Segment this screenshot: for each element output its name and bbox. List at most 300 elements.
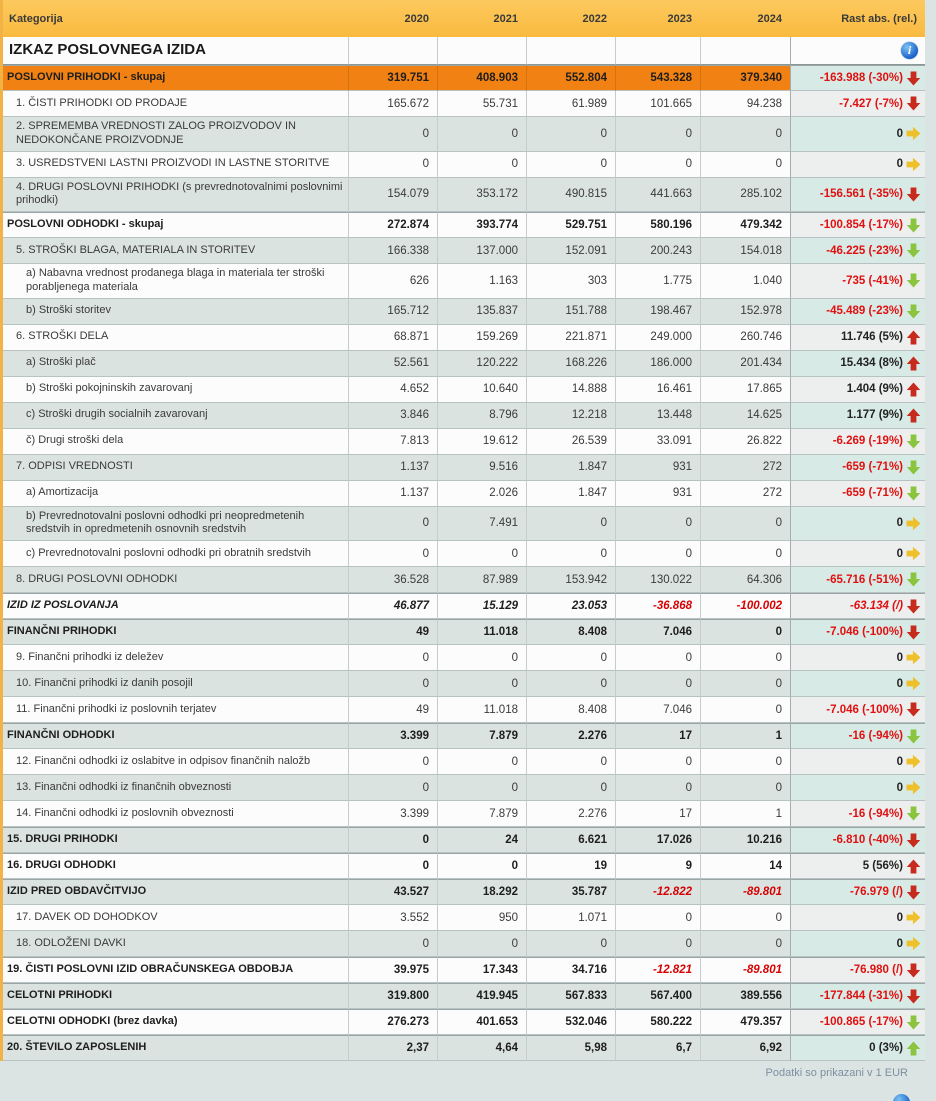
value-2023: 0 (615, 541, 700, 567)
value-2021: 408.903 (437, 65, 526, 91)
row-label: 13. Finančni odhodki iz finančnih obveznosti (3, 775, 348, 801)
value-2023: 7.046 (615, 619, 700, 645)
growth-cell (790, 403, 925, 429)
value-2022: 567.833 (526, 983, 615, 1009)
value-2023: 0 (615, 507, 700, 542)
table-row (3, 905, 925, 931)
value-2024: 14.625 (700, 403, 790, 429)
growth-cell (790, 775, 925, 801)
growth-cell (790, 931, 925, 957)
value-2021: 0 (437, 541, 526, 567)
growth-cell (790, 481, 925, 507)
value-2023: 13.448 (615, 403, 700, 429)
growth-cell (790, 152, 925, 178)
value-2024: -100.002 (700, 593, 790, 619)
row-label: c) Stroški drugih socialnih zavarovanj (3, 403, 348, 429)
value-2024: 0 (700, 931, 790, 957)
value-2023: -12.822 (615, 879, 700, 905)
value-2024: 152.978 (700, 299, 790, 325)
growth-value: 0 (896, 517, 903, 530)
value-2021: 419.945 (437, 983, 526, 1009)
value-2023: 0 (615, 775, 700, 801)
table-row (3, 377, 925, 403)
value-2021: 17.343 (437, 957, 526, 983)
value-2023: 198.467 (615, 299, 700, 325)
growth-arrow-down-green-icon (906, 486, 921, 501)
value-2021: 1.163 (437, 264, 526, 299)
value-2024: 272 (700, 481, 790, 507)
value-2020: 39.975 (348, 957, 437, 983)
row-label: 15. DRUGI PRIHODKI (3, 827, 348, 853)
growth-arrow-down-red-icon (906, 599, 921, 614)
value-2021: 159.269 (437, 325, 526, 351)
table-header-row (3, 0, 925, 37)
value-2020: 165.672 (348, 91, 437, 117)
table-row (3, 1009, 925, 1035)
value-2024: 154.018 (700, 238, 790, 264)
value-2020: 0 (348, 671, 437, 697)
row-label: IZID PRED OBDAVČITVIJO (3, 879, 348, 905)
growth-value: -45.489 (-23%) (826, 305, 903, 317)
value-2021: 0 (437, 775, 526, 801)
growth-arrow-down-green-icon (906, 273, 921, 288)
value-2022: 221.871 (526, 325, 615, 351)
growth-cell (790, 645, 925, 671)
growth-value: 0 (896, 937, 903, 950)
value-2024: 272 (700, 455, 790, 481)
growth-arrow-right-yellow-icon (906, 516, 921, 531)
table-row (3, 983, 925, 1009)
growth-arrow-down-green-icon (906, 572, 921, 587)
growth-value: -7.046 (-100%) (826, 626, 903, 638)
table-row (3, 264, 925, 299)
row-label: 8. DRUGI POSLOVNI ODHODKI (3, 567, 348, 593)
value-2021: 55.731 (437, 91, 526, 117)
growth-arrow-down-green-icon (906, 806, 921, 821)
value-2022: 14.888 (526, 377, 615, 403)
growth-cell (790, 853, 925, 879)
growth-cell (790, 178, 925, 213)
value-2024: 0 (700, 152, 790, 178)
value-2022: 1.847 (526, 481, 615, 507)
table-row (3, 801, 925, 827)
value-2024: 479.342 (700, 212, 790, 238)
value-2022: 0 (526, 645, 615, 671)
value-2022: 0 (526, 931, 615, 957)
growth-cell (790, 983, 925, 1009)
table-row (3, 749, 925, 775)
value-2020: 166.338 (348, 238, 437, 264)
row-label: b) Prevrednotovalni poslovni odhodki pri neopredmetenih sredstvih in opredmetenih osnovnih sredstvih (3, 507, 348, 542)
value-2022: 19 (526, 853, 615, 879)
growth-value: 0 (896, 651, 903, 664)
value-2024: 0 (700, 905, 790, 931)
table-row (3, 325, 925, 351)
row-label: 7. ODPISI VREDNOSTI (3, 455, 348, 481)
value-2023: 130.022 (615, 567, 700, 593)
row-label: a) Amortizacija (3, 481, 348, 507)
value-2022: 0 (526, 117, 615, 152)
value-2024: 0 (700, 117, 790, 152)
growth-cell (790, 619, 925, 645)
growth-cell (790, 827, 925, 853)
table-row (3, 117, 925, 152)
value-2020: 52.561 (348, 351, 437, 377)
value-2020: 0 (348, 749, 437, 775)
value-2021: 0 (437, 117, 526, 152)
value-2020: 43.527 (348, 879, 437, 905)
value-2021: 137.000 (437, 238, 526, 264)
table-row (3, 403, 925, 429)
row-label: 10. Finančni prihodki iz danih posojil (3, 671, 348, 697)
growth-cell (790, 264, 925, 299)
header-year-2023: 2023 (667, 12, 692, 25)
value-2020: 3.399 (348, 801, 437, 827)
value-2021: 393.774 (437, 212, 526, 238)
value-2022: 2.276 (526, 801, 615, 827)
growth-arrow-up-red-icon (906, 859, 921, 874)
growth-cell (790, 65, 925, 91)
growth-value: 5 (56%) (862, 860, 903, 872)
value-2023: 0 (615, 905, 700, 931)
table-row (3, 697, 925, 723)
growth-arrow-down-green-icon (906, 729, 921, 744)
value-2021: 7.879 (437, 801, 526, 827)
value-2023: 931 (615, 455, 700, 481)
growth-value: -659 (-71%) (842, 461, 903, 473)
value-2020: 0 (348, 152, 437, 178)
growth-arrow-down-red-icon (906, 989, 921, 1004)
value-2024: 10.216 (700, 827, 790, 853)
growth-arrow-down-red-icon (906, 702, 921, 717)
growth-value: 0 (896, 158, 903, 170)
value-2024: 0 (700, 507, 790, 542)
growth-cell (790, 541, 925, 567)
growth-cell (790, 1009, 925, 1035)
value-2021: 0 (437, 671, 526, 697)
value-2021: 9.516 (437, 455, 526, 481)
value-2021: 7.491 (437, 507, 526, 542)
row-label: 2. SPREMEMBA VREDNOSTI ZALOG PROIZVODOV IN NEDOKONČANE PROIZVODNJE (3, 117, 348, 152)
value-2023: 17 (615, 801, 700, 827)
value-2023: 186.000 (615, 351, 700, 377)
table-row (3, 299, 925, 325)
value-2023: 0 (615, 931, 700, 957)
value-2024: 0 (700, 645, 790, 671)
info-icon-cutoff[interactable] (893, 1094, 910, 1101)
value-2024: 201.434 (700, 351, 790, 377)
value-2020: 0 (348, 507, 437, 542)
row-label: 5. STROŠKI BLAGA, MATERIALA IN STORITEV (3, 238, 348, 264)
value-2021: 7.879 (437, 723, 526, 749)
value-2022: 168.226 (526, 351, 615, 377)
value-2023: -36.868 (615, 593, 700, 619)
row-label: 14. Finančni odhodki iz poslovnih obveznosti (3, 801, 348, 827)
value-2020: 4.652 (348, 377, 437, 403)
growth-value: 1.177 (9%) (846, 409, 903, 421)
value-2022: 23.053 (526, 593, 615, 619)
growth-value: -76.980 (/) (849, 964, 903, 976)
value-2020: 0 (348, 775, 437, 801)
value-2021: 8.796 (437, 403, 526, 429)
row-label: 12. Finančni odhodki iz oslabitve in odpisov finančnih naložb (3, 749, 348, 775)
value-2024: 285.102 (700, 178, 790, 213)
growth-value: -6.269 (-19%) (832, 435, 903, 447)
table-row (3, 931, 925, 957)
row-label: a) Nabavna vrednost prodanega blaga in materiala ter stroški porabljenega materiala (3, 264, 348, 299)
value-2024: 0 (700, 619, 790, 645)
row-label: 9. Finančni prihodki iz deležev (3, 645, 348, 671)
table-row (3, 619, 925, 645)
table-row (3, 91, 925, 117)
value-2023: 17 (615, 723, 700, 749)
table-row (3, 429, 925, 455)
value-2020: 626 (348, 264, 437, 299)
table-row (3, 775, 925, 801)
growth-cell (790, 91, 925, 117)
value-2021: 0 (437, 152, 526, 178)
header-growth: Rast abs. (rel.) (841, 12, 917, 25)
growth-arrow-right-yellow-icon (906, 546, 921, 561)
growth-cell (790, 117, 925, 152)
value-2023: 441.663 (615, 178, 700, 213)
value-2023: 9 (615, 853, 700, 879)
table-row (3, 178, 925, 213)
value-2020: 49 (348, 697, 437, 723)
value-2024: 64.306 (700, 567, 790, 593)
value-2024: 1 (700, 801, 790, 827)
table-row (3, 567, 925, 593)
value-2024: 389.556 (700, 983, 790, 1009)
value-2024: 6,92 (700, 1035, 790, 1061)
value-2021: 24 (437, 827, 526, 853)
table-row (3, 853, 925, 879)
value-2022: 303 (526, 264, 615, 299)
value-2022: 1.071 (526, 905, 615, 931)
growth-cell (790, 723, 925, 749)
value-2021: 135.837 (437, 299, 526, 325)
row-label: 6. STROŠKI DELA (3, 325, 348, 351)
growth-value: 0 (896, 677, 903, 690)
header-year-2020: 2020 (404, 12, 429, 25)
growth-arrow-down-red-icon (906, 71, 921, 86)
value-2023: 6,7 (615, 1035, 700, 1061)
table-body (3, 65, 924, 1061)
value-2023: 0 (615, 152, 700, 178)
row-label: 19. ČISTI POSLOVNI IZID OBRAČUNSKEGA OBDOBJA (3, 957, 348, 983)
growth-arrow-down-red-icon (906, 625, 921, 640)
value-2023: 101.665 (615, 91, 700, 117)
value-2020: 36.528 (348, 567, 437, 593)
value-2022: 8.408 (526, 619, 615, 645)
value-2021: 0 (437, 853, 526, 879)
value-2023: 0 (615, 117, 700, 152)
table-row (3, 65, 925, 91)
growth-arrow-up-red-icon (906, 330, 921, 345)
value-2023: 7.046 (615, 697, 700, 723)
value-2021: 87.989 (437, 567, 526, 593)
value-2021: 10.640 (437, 377, 526, 403)
value-2022: 152.091 (526, 238, 615, 264)
value-2023: 0 (615, 671, 700, 697)
value-2022: 6.621 (526, 827, 615, 853)
value-2022: 34.716 (526, 957, 615, 983)
value-2021: 11.018 (437, 619, 526, 645)
growth-arrow-right-yellow-icon (906, 676, 921, 691)
footer-note: Podatki so prikazani v 1 EUR (765, 1067, 908, 1079)
value-2024: -89.801 (700, 957, 790, 983)
row-label: 16. DRUGI ODHODKI (3, 853, 348, 879)
info-icon[interactable]: i (901, 42, 918, 59)
growth-value: -735 (-41%) (842, 274, 903, 287)
value-2023: 580.222 (615, 1009, 700, 1035)
growth-value: -46.225 (-23%) (826, 244, 903, 257)
row-label: POSLOVNI ODHODKI - skupaj (3, 212, 348, 238)
value-2022: 552.804 (526, 65, 615, 91)
value-2021: 11.018 (437, 697, 526, 723)
growth-arrow-right-yellow-icon (906, 780, 921, 795)
value-2023: 17.026 (615, 827, 700, 853)
value-2022: 0 (526, 749, 615, 775)
growth-arrow-right-yellow-icon (906, 910, 921, 925)
value-2021: 0 (437, 645, 526, 671)
value-2023: 1.775 (615, 264, 700, 299)
row-label: a) Stroški plač (3, 351, 348, 377)
value-2020: 1.137 (348, 481, 437, 507)
value-2024: 1.040 (700, 264, 790, 299)
value-2024: 1 (700, 723, 790, 749)
value-2021: 15.129 (437, 593, 526, 619)
growth-value: 0 (896, 781, 903, 794)
growth-arrow-down-green-icon (906, 1015, 921, 1030)
growth-arrow-right-yellow-icon (906, 650, 921, 665)
growth-value: 11.746 (5%) (840, 331, 903, 343)
growth-arrow-down-green-icon (906, 460, 921, 475)
growth-value: -100.865 (-17%) (819, 1016, 903, 1028)
value-2023: 249.000 (615, 325, 700, 351)
growth-arrow-up-green-icon (906, 1041, 921, 1056)
table-row (3, 507, 925, 542)
row-label: 11. Finančni prihodki iz poslovnih terjatev (3, 697, 348, 723)
table-row (3, 671, 925, 697)
growth-arrow-down-red-icon (906, 885, 921, 900)
header-category: Kategorija (9, 12, 63, 25)
growth-value: -6.810 (-40%) (832, 834, 903, 846)
growth-arrow-down-red-icon (906, 187, 921, 202)
table-row (3, 1035, 925, 1061)
value-2020: 0 (348, 117, 437, 152)
growth-cell (790, 697, 925, 723)
value-2022: 26.539 (526, 429, 615, 455)
growth-arrow-down-green-icon (906, 243, 921, 258)
row-label: IZID IZ POSLOVANJA (3, 593, 348, 619)
header-year-2022: 2022 (582, 12, 607, 25)
value-2020: 68.871 (348, 325, 437, 351)
growth-arrow-right-yellow-icon (906, 936, 921, 951)
table-row (3, 351, 925, 377)
growth-cell (790, 567, 925, 593)
value-2024: 0 (700, 541, 790, 567)
growth-value: -76.979 (/) (849, 886, 903, 898)
value-2021: 353.172 (437, 178, 526, 213)
value-2022: 61.989 (526, 91, 615, 117)
value-2022: 0 (526, 671, 615, 697)
value-2020: 0 (348, 541, 437, 567)
value-2022: 532.046 (526, 1009, 615, 1035)
growth-value: 0 (896, 127, 903, 140)
value-2020: 276.273 (348, 1009, 437, 1035)
growth-cell (790, 351, 925, 377)
value-2020: 3.846 (348, 403, 437, 429)
value-2020: 2,37 (348, 1035, 437, 1061)
value-2023: 33.091 (615, 429, 700, 455)
growth-value: 0 (896, 911, 903, 924)
value-2024: 0 (700, 697, 790, 723)
growth-value: -156.561 (-35%) (819, 188, 903, 201)
value-2022: 5,98 (526, 1035, 615, 1061)
row-label: POSLOVNI PRIHODKI - skupaj (3, 65, 348, 91)
growth-arrow-up-red-icon (906, 408, 921, 423)
growth-value: -163.988 (-30%) (819, 72, 903, 84)
value-2021: 19.612 (437, 429, 526, 455)
growth-cell (790, 238, 925, 264)
value-2023: 0 (615, 645, 700, 671)
row-label: FINANČNI PRIHODKI (3, 619, 348, 645)
value-2022: 490.815 (526, 178, 615, 213)
growth-arrow-down-red-icon (906, 96, 921, 111)
growth-cell (790, 507, 925, 542)
row-label: 20. ŠTEVILO ZAPOSLENIH (3, 1035, 348, 1061)
value-2024: 14 (700, 853, 790, 879)
value-2024: 94.238 (700, 91, 790, 117)
value-2020: 3.399 (348, 723, 437, 749)
value-2020: 319.751 (348, 65, 437, 91)
value-2021: 401.653 (437, 1009, 526, 1035)
value-2020: 3.552 (348, 905, 437, 931)
value-2022: 35.787 (526, 879, 615, 905)
value-2020: 0 (348, 931, 437, 957)
value-2022: 153.942 (526, 567, 615, 593)
growth-cell (790, 801, 925, 827)
value-2020: 272.874 (348, 212, 437, 238)
growth-value: 0 (896, 755, 903, 768)
growth-value: -100.854 (-17%) (819, 219, 903, 231)
value-2022: 1.847 (526, 455, 615, 481)
table-row (3, 541, 925, 567)
row-label: CELOTNI ODHODKI (brez davka) (3, 1009, 348, 1035)
table-row (3, 212, 925, 238)
value-2023: -12.821 (615, 957, 700, 983)
growth-cell (790, 905, 925, 931)
growth-value: -177.844 (-31%) (819, 990, 903, 1002)
value-2023: 16.461 (615, 377, 700, 403)
header-year-2024: 2024 (757, 12, 782, 25)
growth-cell (790, 957, 925, 983)
growth-arrow-right-yellow-icon (906, 754, 921, 769)
value-2021: 2.026 (437, 481, 526, 507)
value-2024: 26.822 (700, 429, 790, 455)
value-2020: 0 (348, 827, 437, 853)
value-2020: 1.137 (348, 455, 437, 481)
row-label: b) Stroški pokojninskih zavarovanj (3, 377, 348, 403)
growth-value: -16 (-94%) (848, 730, 903, 742)
value-2022: 2.276 (526, 723, 615, 749)
value-2022: 0 (526, 507, 615, 542)
growth-arrow-up-red-icon (906, 356, 921, 371)
row-label: 4. DRUGI POSLOVNI PRIHODKI (s prevrednotovalnimi poslovnimi prihodki) (3, 178, 348, 213)
table-row (3, 481, 925, 507)
value-2021: 0 (437, 931, 526, 957)
